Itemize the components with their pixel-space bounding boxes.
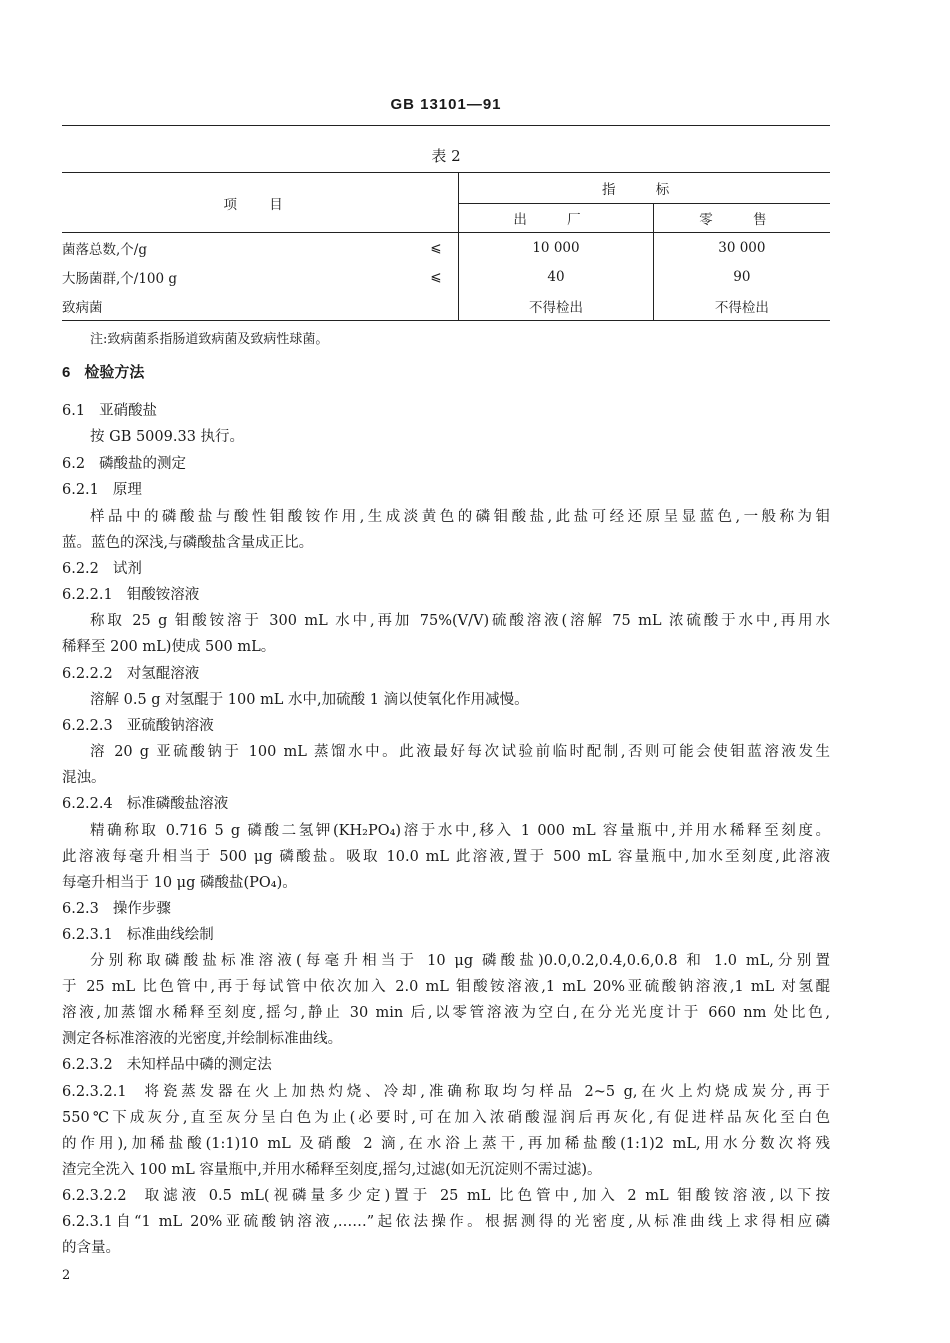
paragraph-line: 的作用),加稀盐酸(1:1)10 mL 及硝酸 2 滴,在水浴上蒸干,再加稀盐酸(1:1)2 mL,用水分数次将残	[62, 1136, 830, 1152]
section-6-2-1-heading	[62, 477, 142, 503]
section-number: 6.2.2.3	[62, 718, 113, 734]
section-number: 6.2.3	[62, 901, 99, 917]
paragraph-line: 精确称取 0.716 5 g 磷酸二氢钾(KH₂PO₄)溶于水中,移入 1 000 mL 容量瓶中,并用水稀释至刻度。	[90, 823, 830, 839]
row-item: 致病菌	[62, 291, 414, 321]
section-number: 6.1	[62, 403, 86, 419]
paragraph-line: 的含量。	[62, 1240, 120, 1256]
section-6-2-2-1-heading	[62, 582, 199, 608]
section-6-2-3-2-heading	[62, 1052, 272, 1078]
header-retail: 零 售	[653, 204, 830, 233]
section-title: 对氢醌溶液	[126, 666, 200, 682]
paragraph-line: 按 GB 5009.33 执行。	[90, 429, 245, 445]
paragraph-line: 550℃下成灰分,直至灰分呈白色为止(必要时,可在加入浓硝酸湿润后再灰化,有促进样品灰化至白色	[62, 1110, 830, 1126]
section-number: 6.2.2.4	[62, 796, 113, 812]
section-6-2-3-heading	[62, 896, 171, 922]
section-number: 6.2.2	[62, 561, 99, 577]
table-header-row	[62, 173, 830, 204]
row-item: 大肠菌群,个/100 g	[62, 270, 178, 287]
paragraph-line: 渣完全洗入 100 mL 容量瓶中,并用水稀释至刻度,摇匀,过滤(如无沉淀则不需过滤)。	[62, 1162, 602, 1178]
section-title: 未知样品中磷的测定法	[126, 1057, 272, 1073]
header-item: 项 目	[62, 173, 459, 233]
section-number: 6.2.2.1	[62, 587, 113, 603]
section-title: 亚硫酸钠溶液	[126, 718, 214, 734]
paragraph-line: 蓝。蓝色的深浅,与磷酸盐含量成正比。	[62, 535, 314, 551]
row-factory: 40	[459, 262, 653, 291]
paragraph-line: 6.2.3.1自“1 mL 20%亚硫酸钠溶液,……”起依法操作。根据测得的光密度,从标准曲线上求得相应磷	[62, 1214, 830, 1230]
section-number: 6.2.3.2.1	[62, 1084, 127, 1100]
table-row	[62, 262, 830, 291]
paragraph-line	[62, 1183, 830, 1209]
indicator-table	[62, 172, 830, 321]
section-number: 6.2.3.2.2	[62, 1188, 127, 1204]
table-row	[62, 233, 830, 263]
section-title: 检验方法	[84, 364, 145, 381]
section-title: 原理	[112, 482, 142, 498]
section-number: 6.2	[62, 456, 86, 472]
section-6-1-heading	[62, 398, 157, 424]
section-title: 磷酸盐的测定	[99, 456, 187, 472]
table-row	[62, 291, 830, 321]
paragraph-line: 分别称取磷酸盐标准溶液(每毫升相当于 10 μg 磷酸盐)0.0,0.2,0.4,0.6,0.8 和 1.0 mL,分别置	[90, 953, 830, 969]
section-title: 操作步骤	[112, 901, 171, 917]
paragraph-line: 溶液,加蒸馏水稀释至刻度,摇匀,静止 30 min 后,以零管溶液为空白,在分光光度计于 660 nm 处比色,	[62, 1005, 830, 1021]
paragraph-line: 样品中的磷酸盐与酸性钼酸铵作用,生成淡黄色的磷钼酸盐,此盐可经还原呈显蓝色,一般称为钼	[90, 509, 830, 525]
row-item: 菌落总数,个/g	[62, 233, 414, 263]
section-number: 6.2.3.2	[62, 1057, 113, 1073]
section-6-2-heading	[62, 451, 186, 477]
row-operator: ⩽	[414, 233, 459, 263]
page-number: 2	[62, 1268, 71, 1283]
header-rule	[62, 125, 830, 126]
section-6-2-2-3-heading	[62, 713, 214, 739]
section-title: 标准磷酸盐溶液	[126, 796, 229, 812]
row-factory: 10 000	[459, 233, 653, 263]
row-operator	[414, 291, 459, 321]
section-title: 标准曲线绘制	[126, 927, 214, 943]
paragraph-line: 每毫升相当于 10 μg 磷酸盐(PO₄)。	[62, 875, 297, 891]
row-operator: ⩽	[430, 268, 442, 285]
table-title: 表 2	[431, 147, 461, 165]
section-number: 6	[62, 364, 71, 381]
row-retail: 90	[653, 262, 830, 291]
paragraph-line: 混浊。	[62, 770, 106, 786]
header-factory: 出 厂	[459, 204, 653, 233]
paragraph-line: 此溶液每毫升相当于 500 μg 磷酸盐。吸取 10.0 mL 此溶液,置于 500 mL 容量瓶中,加水至刻度,此溶液	[62, 849, 830, 865]
row-factory: 不得检出	[459, 291, 653, 321]
standard-code-header: GB 13101—91	[390, 96, 502, 113]
paragraph-line: 称取 25 g 钼酸铵溶于 300 mL 水中,再加 75%(V/V)硫酸溶液(溶解 75 mL 浓硫酸于水中,再用水	[90, 613, 830, 629]
paragraph-line: 测定各标准溶液的光密度,并绘制标准曲线。	[62, 1031, 343, 1047]
section-6-2-3-1-heading	[62, 922, 214, 948]
paragraph-line: 溶解 0.5 g 对氢醌于 100 mL 水中,加硫酸 1 滴以使氧化作用减慢。	[90, 692, 529, 708]
paragraph-line	[62, 1079, 830, 1105]
paragraph-line: 溶 20 g 亚硫酸钠于 100 mL 蒸馏水中。此液最好每次试验前临时配制,否则可能会使钼蓝溶液发生	[90, 744, 830, 760]
header-indicator: 指 标	[459, 173, 830, 204]
row-retail: 不得检出	[653, 291, 830, 321]
section-title: 试剂	[112, 561, 142, 577]
section-6-2-2-2-heading	[62, 661, 199, 687]
section-6-2-2-heading	[62, 556, 142, 582]
paragraph-text: 将瓷蒸发器在火上加热灼烧、冷却,准确称取均匀样品 2~5 g,在火上灼烧成炭分,再于	[140, 1084, 830, 1100]
section-6-heading	[62, 360, 144, 386]
section-6-2-2-4-heading	[62, 791, 228, 817]
section-title: 钼酸铵溶液	[126, 587, 200, 603]
section-number: 6.2.2.2	[62, 666, 113, 682]
paragraph-text: 取滤液 0.5 mL(视磷量多少定)置于 25 mL 比色管中,加入 2 mL 钼酸铵溶液,以下按	[140, 1188, 830, 1204]
paragraph-line: 于 25 mL 比色管中,再于每试管中依次加入 2.0 mL 钼酸铵溶液,1 mL 20%亚硫酸钠溶液,1 mL 对氢醌	[62, 979, 830, 995]
section-number: 6.2.1	[62, 482, 99, 498]
section-number: 6.2.3.1	[62, 927, 113, 943]
section-title: 亚硝酸盐	[99, 403, 158, 419]
paragraph-line: 稀释至 200 mL)使成 500 mL。	[62, 639, 276, 655]
table-note: 注:致病菌系指肠道致病菌及致病性球菌。	[90, 332, 329, 347]
row-retail: 30 000	[653, 233, 830, 263]
